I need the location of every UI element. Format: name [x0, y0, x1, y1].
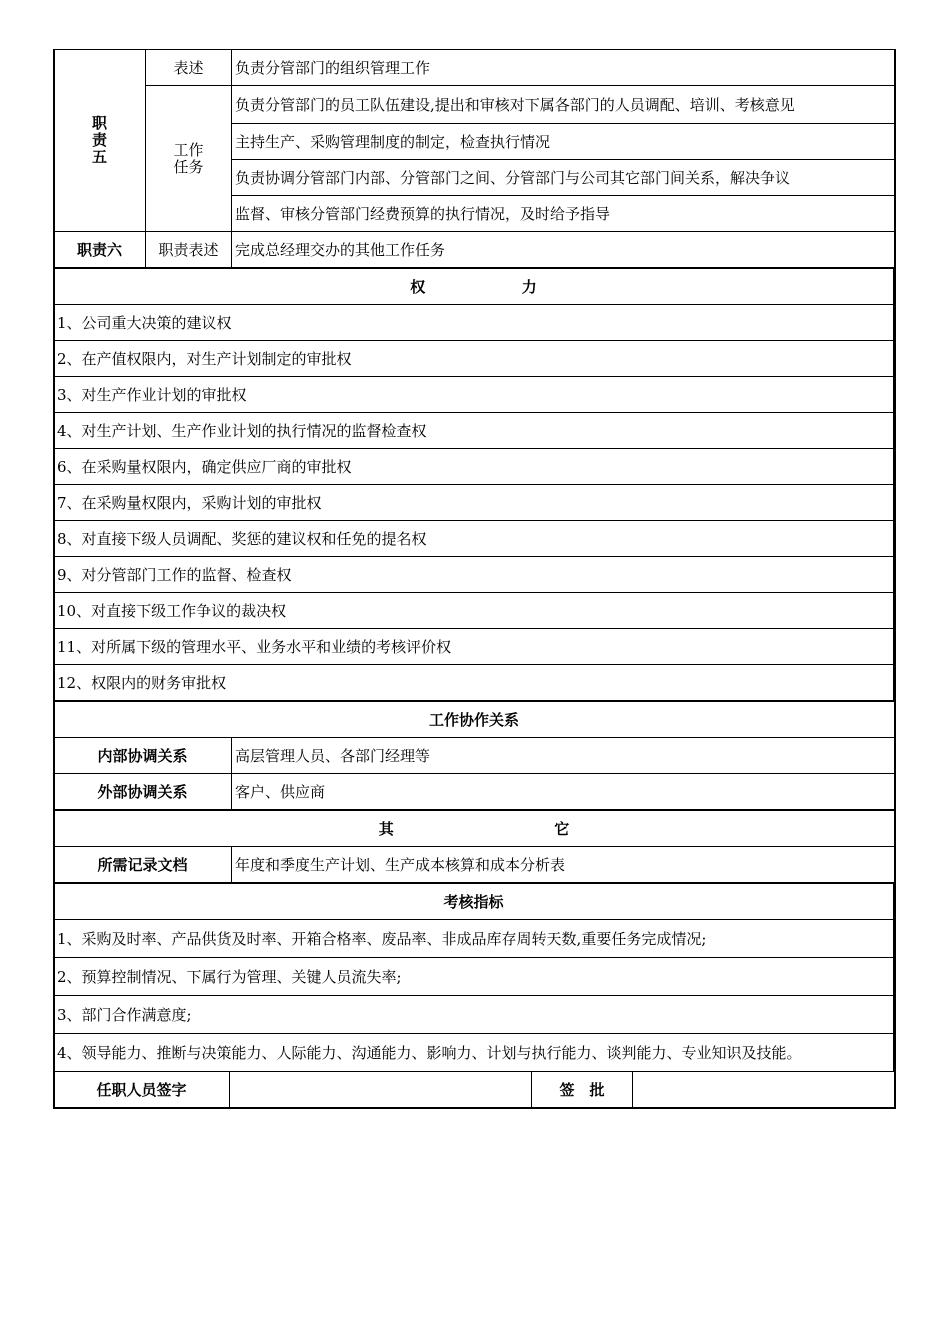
- duty5-task-label-text: 工作 任务: [173, 140, 204, 176]
- duty5-task-row: 负责协调分管部门内部、分管部门之间、分管部门与公司其它部门间关系，解决争议: [232, 160, 895, 196]
- external-relation-label: 外部协调关系: [54, 774, 232, 810]
- duty5-desc-label: 表述: [146, 50, 232, 86]
- duty6-desc-label: 职责表述: [146, 232, 232, 268]
- approval-label: 签 批: [532, 1072, 633, 1109]
- power-item: 4、对生产计划、生产作业计划的执行情况的监督检查权: [54, 413, 894, 449]
- staff-signature-field[interactable]: [230, 1072, 532, 1109]
- duty5-task-row: 负责分管部门的员工队伍建设,提出和审核对下属各部门的人员调配、培训、考核意见: [232, 86, 895, 124]
- assessment-item: 1、采购及时率、产品供货及时率、开箱合格率、废品率、非成品库存周转天数,重要任务完成情况;: [54, 920, 894, 958]
- power-item: 11、对所属下级的管理水平、业务水平和业绩的考核评价权: [54, 629, 894, 665]
- internal-relation-value: 高层管理人员、各部门经理等: [232, 738, 895, 774]
- power-item: 8、对直接下级人员调配、奖惩的建议权和任免的提名权: [54, 521, 894, 557]
- duty5-desc-text: 负责分管部门的组织管理工作: [232, 50, 895, 86]
- duty5-label-text: 职 责 五: [91, 114, 107, 166]
- assessment-item: 2、预算控制情况、下属行为管理、关键人员流失率;: [54, 958, 894, 996]
- assessment-title: 考核指标: [54, 883, 894, 920]
- assessment-item: 4、领导能力、推断与决策能力、人际能力、沟通能力、影响力、计划与执行能力、谈判能力、专业知识及技能。: [54, 1034, 894, 1072]
- approval-field[interactable]: [633, 1072, 895, 1109]
- power-item: 1、公司重大决策的建议权: [54, 305, 894, 341]
- records-value: 年度和季度生产计划、生产成本核算和成本分析表: [232, 847, 895, 883]
- power-item: 7、在采购量权限内，采购计划的审批权: [54, 485, 894, 521]
- assessment-item: 3、部门合作满意度;: [54, 996, 894, 1034]
- other-table: [53, 809, 895, 883]
- assessment-table: [53, 882, 894, 1072]
- duty5-task-row: 主持生产、采购管理制度的制定，检查执行情况: [232, 124, 895, 160]
- power-item: 6、在采购量权限内，确定供应厂商的审批权: [54, 449, 894, 485]
- duties-table: [53, 49, 895, 268]
- duty5-task-label: [146, 86, 232, 232]
- duty6-desc-text: 完成总经理交办的其他工作任务: [232, 232, 895, 268]
- power-table: [53, 267, 894, 701]
- signature-table: [53, 1071, 895, 1109]
- power-item: 3、对生产作业计划的审批权: [54, 377, 894, 413]
- power-item: 9、对分管部门工作的监督、检查权: [54, 557, 894, 593]
- external-relation-value: 客户、供应商: [232, 774, 895, 810]
- staff-signature-label: 任职人员签字: [54, 1072, 230, 1109]
- power-title-left: 权: [410, 278, 426, 296]
- power-item: 10、对直接下级工作争议的裁决权: [54, 593, 894, 629]
- internal-relation-label: 内部协调关系: [54, 738, 232, 774]
- other-title-right: 它: [554, 820, 570, 838]
- cooperation-title: 工作协作关系: [54, 701, 895, 738]
- duty6-label: 职责六: [54, 232, 146, 268]
- cooperation-table: [53, 700, 895, 810]
- other-title: [54, 810, 895, 847]
- power-title-right: 力: [521, 278, 537, 296]
- other-title-left: 其: [378, 820, 394, 838]
- power-item: 2、在产值权限内，对生产计划制定的审批权: [54, 341, 894, 377]
- duty5-task-row: 监督、审核分管部门经费预算的执行情况，及时给予指导: [232, 196, 895, 232]
- records-label: 所需记录文档: [54, 847, 232, 883]
- power-item: 12、权限内的财务审批权: [54, 665, 894, 701]
- job-description-sheet: [53, 49, 894, 1109]
- power-title: [54, 268, 894, 305]
- duty5-label: [54, 50, 146, 232]
